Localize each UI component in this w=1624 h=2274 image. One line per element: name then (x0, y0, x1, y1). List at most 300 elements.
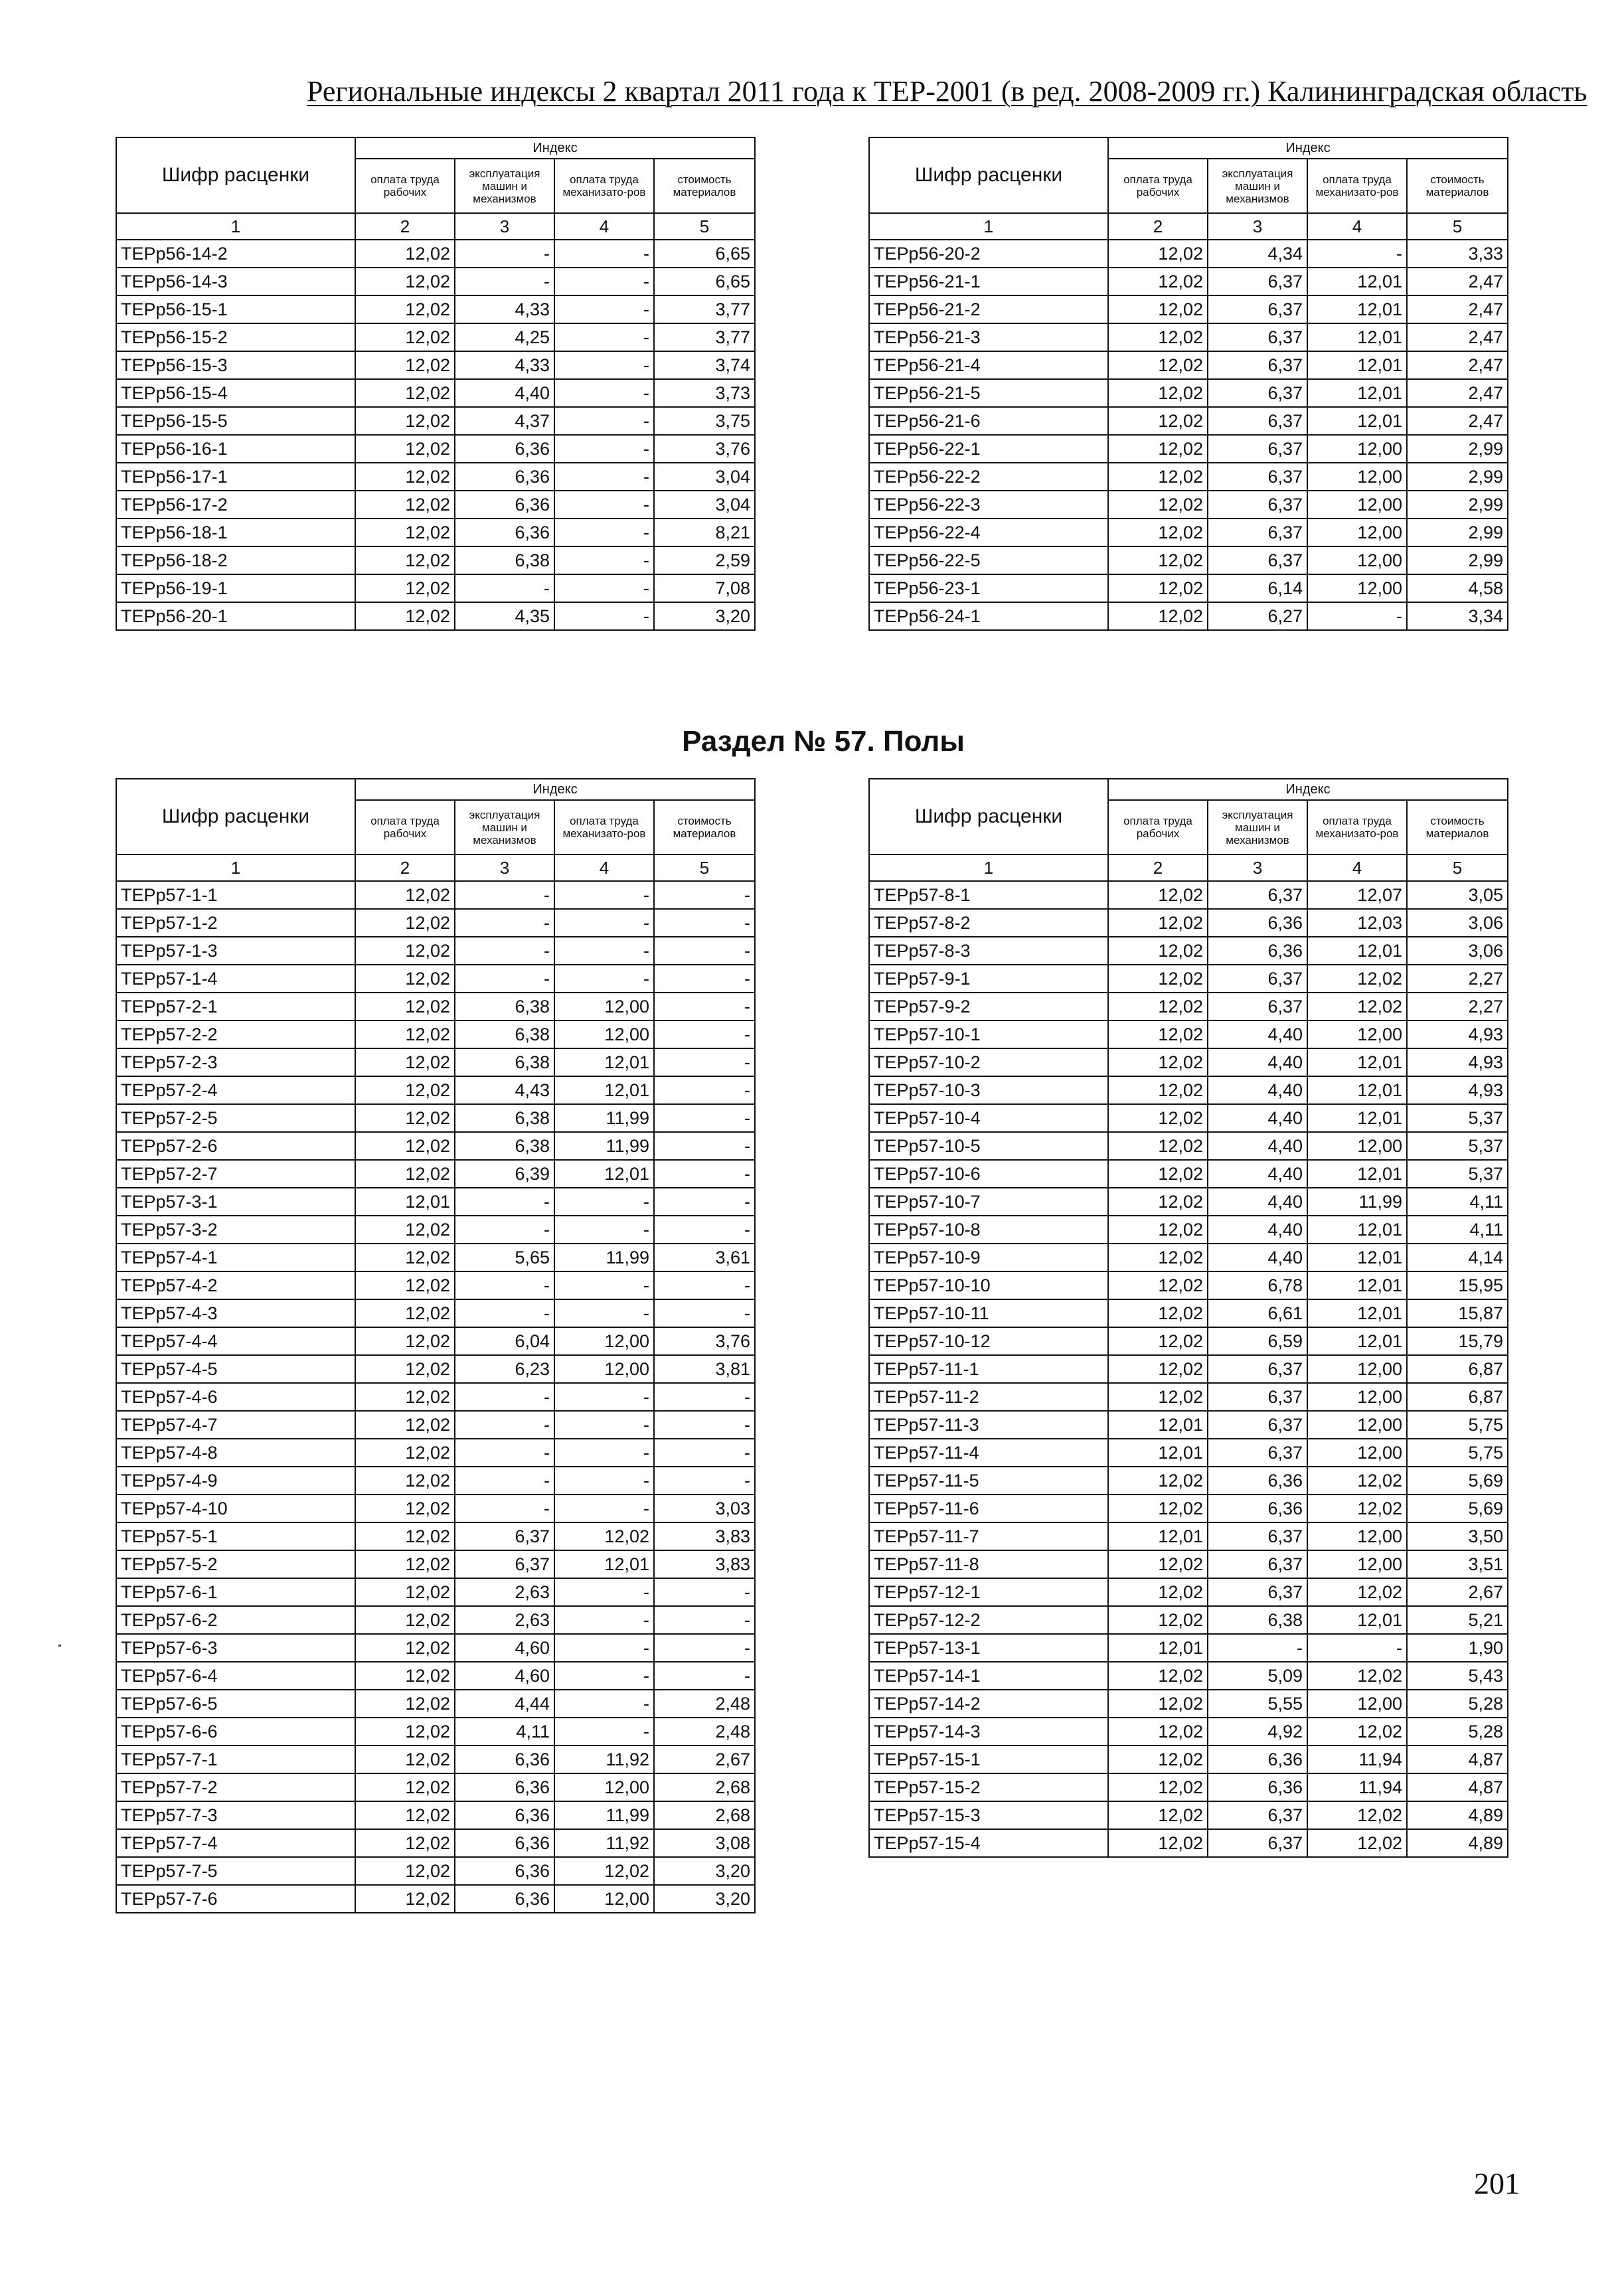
table-row (869, 491, 1508, 519)
index-value-cell: 6,37 (1208, 295, 1307, 323)
index-value-cell: 12,01 (1108, 1522, 1208, 1550)
index-value-cell: 6,36 (1208, 1467, 1307, 1495)
table-row (869, 1271, 1508, 1299)
header-col5: стоимость материалов (654, 159, 755, 213)
rate-code-cell: ТЕРр57-1-1 (116, 881, 355, 909)
rate-code-cell: ТЕРр57-4-7 (116, 1411, 355, 1439)
index-value-cell: 3,34 (1407, 602, 1508, 630)
index-value-cell: 15,79 (1407, 1327, 1508, 1355)
table-row (116, 1495, 755, 1522)
index-value-cell: 12,01 (1307, 1299, 1407, 1327)
index-value-cell: 12,02 (1108, 909, 1208, 937)
index-value-cell: 12,02 (1108, 1773, 1208, 1801)
rate-code-cell: ТЕРр57-14-2 (869, 1690, 1108, 1718)
index-value-cell: 12,02 (1307, 1718, 1407, 1746)
rate-code-cell: ТЕРр57-4-1 (116, 1244, 355, 1271)
index-value-cell: 3,76 (654, 1327, 755, 1355)
index-value-cell: 12,02 (1108, 1550, 1208, 1578)
header-number: 2 (1108, 854, 1208, 881)
index-value-cell: 12,00 (1307, 1439, 1407, 1467)
index-value-cell: - (554, 1467, 654, 1495)
index-value-cell: 12,02 (355, 1160, 455, 1188)
index-value-cell: 12,02 (355, 1355, 455, 1383)
rate-code-cell: ТЕРр57-6-2 (116, 1606, 355, 1634)
rate-code-cell: ТЕРр56-20-1 (116, 602, 355, 630)
table-row (869, 1773, 1508, 1801)
index-value-cell: - (654, 881, 755, 909)
index-value-cell: 12,00 (1307, 1411, 1407, 1439)
index-value-cell: 4,40 (1208, 1020, 1307, 1048)
table-row (869, 379, 1508, 407)
rate-code-cell: ТЕРр57-8-2 (869, 909, 1108, 937)
index-value-cell: 12,02 (1108, 491, 1208, 519)
index-value-cell: 12,02 (355, 1578, 455, 1606)
rate-code-cell: ТЕРр57-15-4 (869, 1829, 1108, 1857)
index-value-cell: 2,99 (1407, 463, 1508, 491)
header-code: Шифр расценки (869, 137, 1108, 213)
index-value-cell: 6,36 (455, 1746, 554, 1773)
index-value-cell: 5,65 (455, 1244, 554, 1271)
index-value-cell: 12,01 (1307, 1076, 1407, 1104)
index-value-cell: - (554, 240, 654, 268)
index-value-cell: 12,02 (1108, 379, 1208, 407)
index-value-cell: 12,02 (1108, 1271, 1208, 1299)
index-value-cell: - (455, 1188, 554, 1216)
index-value-cell: 12,02 (355, 1327, 455, 1355)
index-value-cell: 12,02 (1108, 1495, 1208, 1522)
rate-code-cell: ТЕРр57-7-4 (116, 1829, 355, 1857)
index-value-cell: 2,99 (1407, 546, 1508, 574)
index-value-cell: 11,94 (1307, 1773, 1407, 1801)
table-row (869, 295, 1508, 323)
index-value-cell: 4,40 (1208, 1244, 1307, 1271)
index-value-cell: 12,00 (1307, 463, 1407, 491)
index-value-cell: 15,87 (1407, 1299, 1508, 1327)
header-number: 3 (1208, 213, 1307, 240)
index-value-cell: 4,40 (1208, 1104, 1307, 1132)
index-value-cell: 6,37 (455, 1550, 554, 1578)
index-value-cell: 6,36 (455, 463, 554, 491)
rate-code-cell: ТЕРр57-3-2 (116, 1216, 355, 1244)
index-value-cell: 6,36 (455, 1801, 554, 1829)
table-row (116, 1857, 755, 1885)
index-value-cell: 5,37 (1407, 1132, 1508, 1160)
index-value-cell: 3,04 (654, 463, 755, 491)
index-value-cell: 1,90 (1407, 1634, 1508, 1662)
header-index: Индекс (1108, 137, 1508, 159)
index-value-cell: - (554, 965, 654, 993)
index-value-cell: - (554, 1662, 654, 1690)
rate-code-cell: ТЕРр57-2-6 (116, 1132, 355, 1160)
rate-code-cell: ТЕРр56-22-4 (869, 519, 1108, 546)
rate-code-cell: ТЕРр57-8-3 (869, 937, 1108, 965)
header-number-row (869, 213, 1508, 240)
table-row (869, 323, 1508, 351)
index-value-cell: 12,00 (1307, 435, 1407, 463)
header-number: 3 (455, 854, 554, 881)
rate-code-cell: ТЕРр57-4-9 (116, 1467, 355, 1495)
rate-code-cell: ТЕРр57-4-4 (116, 1327, 355, 1355)
index-value-cell: - (455, 1271, 554, 1299)
header-col2: оплата труда рабочих (355, 800, 455, 854)
index-value-cell: 12,02 (1108, 546, 1208, 574)
index-value-cell: - (1307, 602, 1407, 630)
index-value-cell: 6,37 (1208, 1801, 1307, 1829)
rate-code-cell: ТЕРр57-10-6 (869, 1160, 1108, 1188)
rates-table-57-right (868, 778, 1508, 1858)
index-value-cell: 12,00 (554, 1020, 654, 1048)
table-row (116, 1718, 755, 1746)
index-value-cell: 12,00 (554, 1773, 654, 1801)
index-value-cell: 2,47 (1407, 379, 1508, 407)
index-value-cell: - (554, 379, 654, 407)
index-value-cell: 12,02 (1108, 1467, 1208, 1495)
index-value-cell: 12,02 (355, 295, 455, 323)
rate-code-cell: ТЕРр56-22-1 (869, 435, 1108, 463)
index-value-cell: 2,68 (654, 1801, 755, 1829)
rate-code-cell: ТЕРр56-14-2 (116, 240, 355, 268)
index-value-cell: 12,02 (355, 909, 455, 937)
rate-code-cell: ТЕРр57-12-1 (869, 1578, 1108, 1606)
rate-code-cell: ТЕРр56-15-2 (116, 323, 355, 351)
table-row (869, 1327, 1508, 1355)
table-row (869, 1606, 1508, 1634)
index-value-cell: 12,01 (1108, 1634, 1208, 1662)
index-value-cell: 4,11 (455, 1718, 554, 1746)
rate-code-cell: ТЕРр56-21-4 (869, 351, 1108, 379)
table-row (116, 965, 755, 993)
index-value-cell: 5,28 (1407, 1718, 1508, 1746)
index-value-cell: 12,00 (1307, 574, 1407, 602)
table-row (116, 1271, 755, 1299)
header-col3: эксплуатация машин и механизмов (1208, 159, 1307, 213)
rate-code-cell: ТЕРр56-24-1 (869, 602, 1108, 630)
index-value-cell: 4,40 (1208, 1048, 1307, 1076)
index-value-cell: 12,02 (355, 491, 455, 519)
table-row (869, 1076, 1508, 1104)
index-value-cell: 12,02 (355, 574, 455, 602)
index-value-cell: 12,00 (554, 993, 654, 1020)
rate-code-cell: ТЕРр56-15-1 (116, 295, 355, 323)
index-value-cell: - (654, 1662, 755, 1690)
index-value-cell: 6,78 (1208, 1271, 1307, 1299)
index-value-cell: 12,02 (355, 1550, 455, 1578)
index-value-cell: 3,20 (654, 602, 755, 630)
index-value-cell: 3,51 (1407, 1550, 1508, 1578)
header-number: 3 (455, 213, 554, 240)
index-value-cell: - (554, 463, 654, 491)
table-row (116, 1411, 755, 1439)
index-value-cell: 2,47 (1407, 268, 1508, 295)
index-value-cell: 12,02 (355, 1271, 455, 1299)
index-value-cell: 6,38 (455, 993, 554, 1020)
table-row (116, 574, 755, 602)
index-value-cell: 5,75 (1407, 1439, 1508, 1467)
table-row (869, 881, 1508, 909)
index-value-cell: - (554, 295, 654, 323)
rate-code-cell: ТЕРр57-2-4 (116, 1076, 355, 1104)
rate-code-cell: ТЕРр57-2-7 (116, 1160, 355, 1188)
header-col4: оплата труда механизато-ров (1307, 159, 1407, 213)
table-row (869, 1244, 1508, 1271)
index-value-cell: 5,69 (1407, 1495, 1508, 1522)
rate-code-cell: ТЕРр56-21-5 (869, 379, 1108, 407)
table-row (869, 1550, 1508, 1578)
rate-code-cell: ТЕРр56-18-1 (116, 519, 355, 546)
table-row (869, 546, 1508, 574)
rate-code-cell: ТЕРр57-9-2 (869, 993, 1108, 1020)
header-row (116, 137, 755, 159)
index-value-cell: 6,37 (1208, 407, 1307, 435)
index-value-cell: 3,77 (654, 295, 755, 323)
table-row (116, 323, 755, 351)
table-row (869, 1467, 1508, 1495)
index-value-cell: 6,37 (1208, 1439, 1307, 1467)
index-value-cell: - (654, 1076, 755, 1104)
index-value-cell: 2,47 (1407, 295, 1508, 323)
rate-code-cell: ТЕРр57-2-5 (116, 1104, 355, 1132)
table-row (116, 1746, 755, 1773)
table-row (869, 1299, 1508, 1327)
header-number: 1 (869, 854, 1108, 881)
index-value-cell: 3,73 (654, 379, 755, 407)
index-value-cell: 11,99 (1307, 1188, 1407, 1216)
index-value-cell: 12,02 (1108, 1801, 1208, 1829)
index-value-cell: 12,01 (1307, 323, 1407, 351)
index-value-cell: - (554, 1271, 654, 1299)
index-value-cell: 12,01 (554, 1550, 654, 1578)
index-value-cell: 11,99 (554, 1104, 654, 1132)
rate-code-cell: ТЕРр57-6-4 (116, 1662, 355, 1690)
index-value-cell: 12,01 (1307, 937, 1407, 965)
index-value-cell: - (455, 240, 554, 268)
index-value-cell: 7,08 (654, 574, 755, 602)
index-value-cell: 6,36 (455, 1885, 554, 1913)
rate-code-cell: ТЕРр56-15-5 (116, 407, 355, 435)
header-number-row (116, 213, 755, 240)
index-value-cell: 2,67 (654, 1746, 755, 1773)
index-value-cell: 12,02 (355, 1244, 455, 1271)
index-value-cell: 12,02 (1108, 1829, 1208, 1857)
index-value-cell: 6,59 (1208, 1327, 1307, 1355)
rate-code-cell: ТЕРр57-2-1 (116, 993, 355, 1020)
rate-code-cell: ТЕРр57-7-2 (116, 1773, 355, 1801)
index-value-cell: 12,01 (1307, 351, 1407, 379)
index-value-cell: 12,02 (554, 1522, 654, 1550)
table-row (116, 435, 755, 463)
index-value-cell: 5,28 (1407, 1690, 1508, 1718)
index-value-cell: 4,40 (1208, 1132, 1307, 1160)
index-value-cell: 3,04 (654, 491, 755, 519)
index-value-cell: 2,63 (455, 1578, 554, 1606)
index-value-cell: 12,02 (355, 1216, 455, 1244)
rate-code-cell: ТЕРр57-10-4 (869, 1104, 1108, 1132)
index-value-cell: - (554, 1606, 654, 1634)
index-value-cell: 4,25 (455, 323, 554, 351)
table-row (116, 881, 755, 909)
rate-code-cell: ТЕРр57-4-3 (116, 1299, 355, 1327)
rate-code-cell: ТЕРр57-5-1 (116, 1522, 355, 1550)
index-value-cell: - (455, 574, 554, 602)
index-value-cell: 12,07 (1307, 881, 1407, 909)
header-number: 1 (116, 213, 355, 240)
index-value-cell: 6,87 (1407, 1355, 1508, 1383)
table-row (869, 1411, 1508, 1439)
index-value-cell: 3,50 (1407, 1522, 1508, 1550)
index-value-cell: 12,02 (355, 268, 455, 295)
table-row (116, 491, 755, 519)
index-value-cell: - (654, 1048, 755, 1076)
table-row (116, 1829, 755, 1857)
index-value-cell: 12,02 (1108, 881, 1208, 909)
index-value-cell: 6,37 (1208, 1522, 1307, 1550)
header-number-row (116, 854, 755, 881)
index-value-cell: 3,33 (1407, 240, 1508, 268)
index-value-cell: - (1307, 1634, 1407, 1662)
index-value-cell: 4,33 (455, 295, 554, 323)
index-value-cell: 6,23 (455, 1355, 554, 1383)
index-value-cell: 12,02 (1108, 965, 1208, 993)
index-value-cell: 12,02 (1108, 1327, 1208, 1355)
index-value-cell: 12,01 (554, 1076, 654, 1104)
index-value-cell: 12,01 (554, 1048, 654, 1076)
rate-code-cell: ТЕРр57-5-2 (116, 1550, 355, 1578)
index-value-cell: 12,02 (1108, 1132, 1208, 1160)
index-value-cell: 12,02 (355, 1606, 455, 1634)
index-value-cell: 12,02 (1108, 1690, 1208, 1718)
index-value-cell: 12,02 (1108, 407, 1208, 435)
rate-code-cell: ТЕРр57-6-1 (116, 1578, 355, 1606)
index-value-cell: - (455, 937, 554, 965)
header-number: 4 (554, 213, 654, 240)
index-value-cell: 12,02 (1108, 1188, 1208, 1216)
index-value-cell: 6,37 (1208, 491, 1307, 519)
rate-code-cell: ТЕРр57-4-2 (116, 1271, 355, 1299)
table-row (116, 1801, 755, 1829)
index-value-cell: - (654, 1132, 755, 1160)
index-value-cell: 6,37 (1208, 519, 1307, 546)
table-row (869, 1020, 1508, 1048)
index-value-cell: 12,00 (1307, 1383, 1407, 1411)
index-value-cell: 4,93 (1407, 1048, 1508, 1076)
rate-code-cell: ТЕРр57-1-4 (116, 965, 355, 993)
index-value-cell: - (654, 965, 755, 993)
index-value-cell: 12,02 (355, 1104, 455, 1132)
table-row (869, 1662, 1508, 1690)
index-value-cell: 12,02 (1108, 295, 1208, 323)
index-value-cell: 12,02 (355, 965, 455, 993)
table-row (869, 1104, 1508, 1132)
rate-code-cell: ТЕРр57-11-8 (869, 1550, 1108, 1578)
index-value-cell: 5,55 (1208, 1690, 1307, 1718)
index-value-cell: 6,37 (1208, 323, 1307, 351)
index-value-cell: 12,02 (1108, 1355, 1208, 1383)
index-value-cell: 12,02 (355, 519, 455, 546)
rate-code-cell: ТЕРр57-7-6 (116, 1885, 355, 1913)
index-value-cell: 6,37 (1208, 1411, 1307, 1439)
table-row (869, 463, 1508, 491)
header-col4: оплата труда механизато-ров (554, 159, 654, 213)
rate-code-cell: ТЕРр56-20-2 (869, 240, 1108, 268)
index-value-cell: 12,02 (1108, 574, 1208, 602)
rate-code-cell: ТЕРр56-17-1 (116, 463, 355, 491)
index-value-cell: 2,27 (1407, 965, 1508, 993)
index-value-cell: 4,37 (455, 407, 554, 435)
index-value-cell: 4,40 (1208, 1216, 1307, 1244)
header-row (116, 779, 755, 800)
table-row (116, 1522, 755, 1550)
index-value-cell: 11,92 (554, 1746, 654, 1773)
index-value-cell: 4,60 (455, 1662, 554, 1690)
index-value-cell: 12,02 (1108, 993, 1208, 1020)
table-row (116, 993, 755, 1020)
table-row (116, 1550, 755, 1578)
index-value-cell: 3,75 (654, 407, 755, 435)
index-value-cell: 12,01 (1307, 1048, 1407, 1076)
index-value-cell: 5,69 (1407, 1467, 1508, 1495)
rate-code-cell: ТЕРр57-8-1 (869, 881, 1108, 909)
index-value-cell: 11,94 (1307, 1746, 1407, 1773)
table-row (869, 937, 1508, 965)
index-value-cell: 6,36 (455, 491, 554, 519)
table-row (869, 1216, 1508, 1244)
table-row (869, 1383, 1508, 1411)
table-row (869, 1522, 1508, 1550)
index-value-cell: - (455, 1439, 554, 1467)
header-number-row (869, 854, 1508, 881)
index-value-cell: 12,01 (1307, 268, 1407, 295)
index-value-cell: 6,37 (1208, 268, 1307, 295)
index-value-cell: 12,01 (554, 1160, 654, 1188)
index-value-cell: 12,02 (355, 379, 455, 407)
index-value-cell: 12,01 (1307, 1104, 1407, 1132)
header-col2: оплата труда рабочих (355, 159, 455, 213)
index-value-cell: 6,14 (1208, 574, 1307, 602)
index-value-cell: 12,02 (355, 1829, 455, 1857)
index-value-cell: 12,02 (1108, 1160, 1208, 1188)
rate-code-cell: ТЕРр57-6-5 (116, 1690, 355, 1718)
index-value-cell: 11,92 (554, 1829, 654, 1857)
table-row (116, 1773, 755, 1801)
rate-code-cell: ТЕРр56-21-2 (869, 295, 1108, 323)
index-value-cell: 12,00 (1307, 546, 1407, 574)
index-value-cell: 12,02 (355, 463, 455, 491)
header-number: 2 (355, 854, 455, 881)
index-value-cell: - (654, 1606, 755, 1634)
table-row (116, 1104, 755, 1132)
rate-code-cell: ТЕРр57-14-1 (869, 1662, 1108, 1690)
header-col3: эксплуатация машин и механизмов (455, 159, 554, 213)
index-value-cell: 12,00 (554, 1327, 654, 1355)
index-value-cell: - (455, 1467, 554, 1495)
index-value-cell: - (554, 351, 654, 379)
index-value-cell: 6,37 (1208, 351, 1307, 379)
header-col5: стоимость материалов (1407, 159, 1508, 213)
index-value-cell: 6,36 (1208, 1773, 1307, 1801)
index-value-cell: 12,02 (355, 1383, 455, 1411)
index-value-cell: 6,37 (455, 1522, 554, 1550)
index-value-cell: - (654, 1271, 755, 1299)
header-row (869, 779, 1508, 800)
index-value-cell: 4,58 (1407, 574, 1508, 602)
index-value-cell: 12,01 (355, 1188, 455, 1216)
index-value-cell: - (554, 1718, 654, 1746)
index-value-cell: 12,02 (1307, 1662, 1407, 1690)
rate-code-cell: ТЕРр57-10-9 (869, 1244, 1108, 1271)
table-row (116, 1662, 755, 1690)
rate-code-cell: ТЕРр57-10-12 (869, 1327, 1108, 1355)
rate-code-cell: ТЕРр57-10-10 (869, 1271, 1108, 1299)
